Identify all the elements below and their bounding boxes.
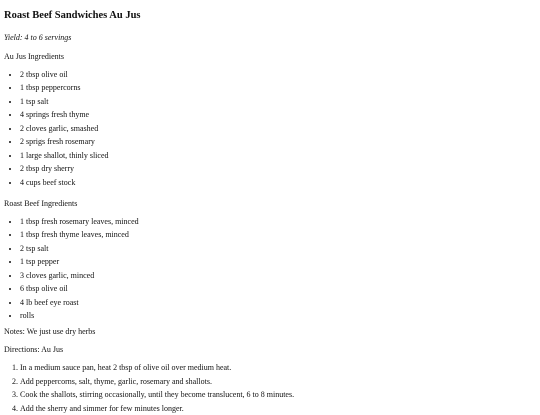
- directions-step-list: [4, 361, 540, 415]
- au-jus-heading: Au Jus Ingredients: [4, 52, 64, 62]
- recipe-notes: Notes: We just use dry herbs: [4, 326, 96, 336]
- direction-step: 1. In a medium sauce pan, heat 2 tbsp of olive oil over medium heat.: [20, 361, 540, 375]
- ingredient-item: • 4 cups beef stock: [20, 176, 540, 190]
- au-jus-ingredient-list: [4, 68, 540, 190]
- recipe-title: Roast Beef Sandwiches Au Jus: [4, 10, 141, 21]
- ingredient-item: • 1 large shallot, thinly sliced: [20, 149, 540, 163]
- ingredient-item: • rolls: [20, 309, 540, 323]
- ingredient-item: • 1 tbsp fresh thyme leaves, minced: [20, 228, 540, 242]
- ingredient-item: • 2 cloves garlic, smashed: [20, 122, 540, 136]
- recipe-page: [0, 10, 540, 415]
- directions-heading: Directions: Au Jus: [4, 345, 64, 355]
- ingredient-item: • 4 springs fresh thyme: [20, 108, 540, 122]
- ingredient-item: • 1 tsp pepper: [20, 255, 540, 269]
- direction-step: 2. Add peppercorns, salt, thyme, garlic, rosemary and shallots.: [20, 375, 540, 389]
- recipe-yield: Yield: 4 to 6 servings: [4, 32, 72, 42]
- ingredient-item: • 1 tbsp fresh rosemary leaves, minced: [20, 215, 540, 229]
- ingredient-item: • 2 tsp salt: [20, 242, 540, 256]
- ingredient-item: • 1 tbsp peppercorns: [20, 81, 540, 95]
- direction-step: 4. Add the sherry and simmer for few minutes longer.: [20, 402, 540, 415]
- ingredient-item: • 2 sprigs fresh rosemary: [20, 135, 540, 149]
- roast-beef-heading: Roast Beef Ingredients: [4, 199, 78, 209]
- ingredient-item: • 1 tsp salt: [20, 95, 540, 109]
- ingredient-item: • 4 lb beef eye roast: [20, 296, 540, 310]
- direction-step: 3. Cook the shallots, stirring occasionally, until they become translucent, 6 to 8 minutes.: [20, 388, 540, 402]
- ingredient-item: • 2 tbsp olive oil: [20, 68, 540, 82]
- ingredient-item: • 3 cloves garlic, minced: [20, 269, 540, 283]
- roast-beef-ingredient-list: [4, 215, 540, 323]
- ingredient-item: • 6 tbsp olive oil: [20, 282, 540, 296]
- ingredient-item: • 2 tbsp dry sherry: [20, 162, 540, 176]
